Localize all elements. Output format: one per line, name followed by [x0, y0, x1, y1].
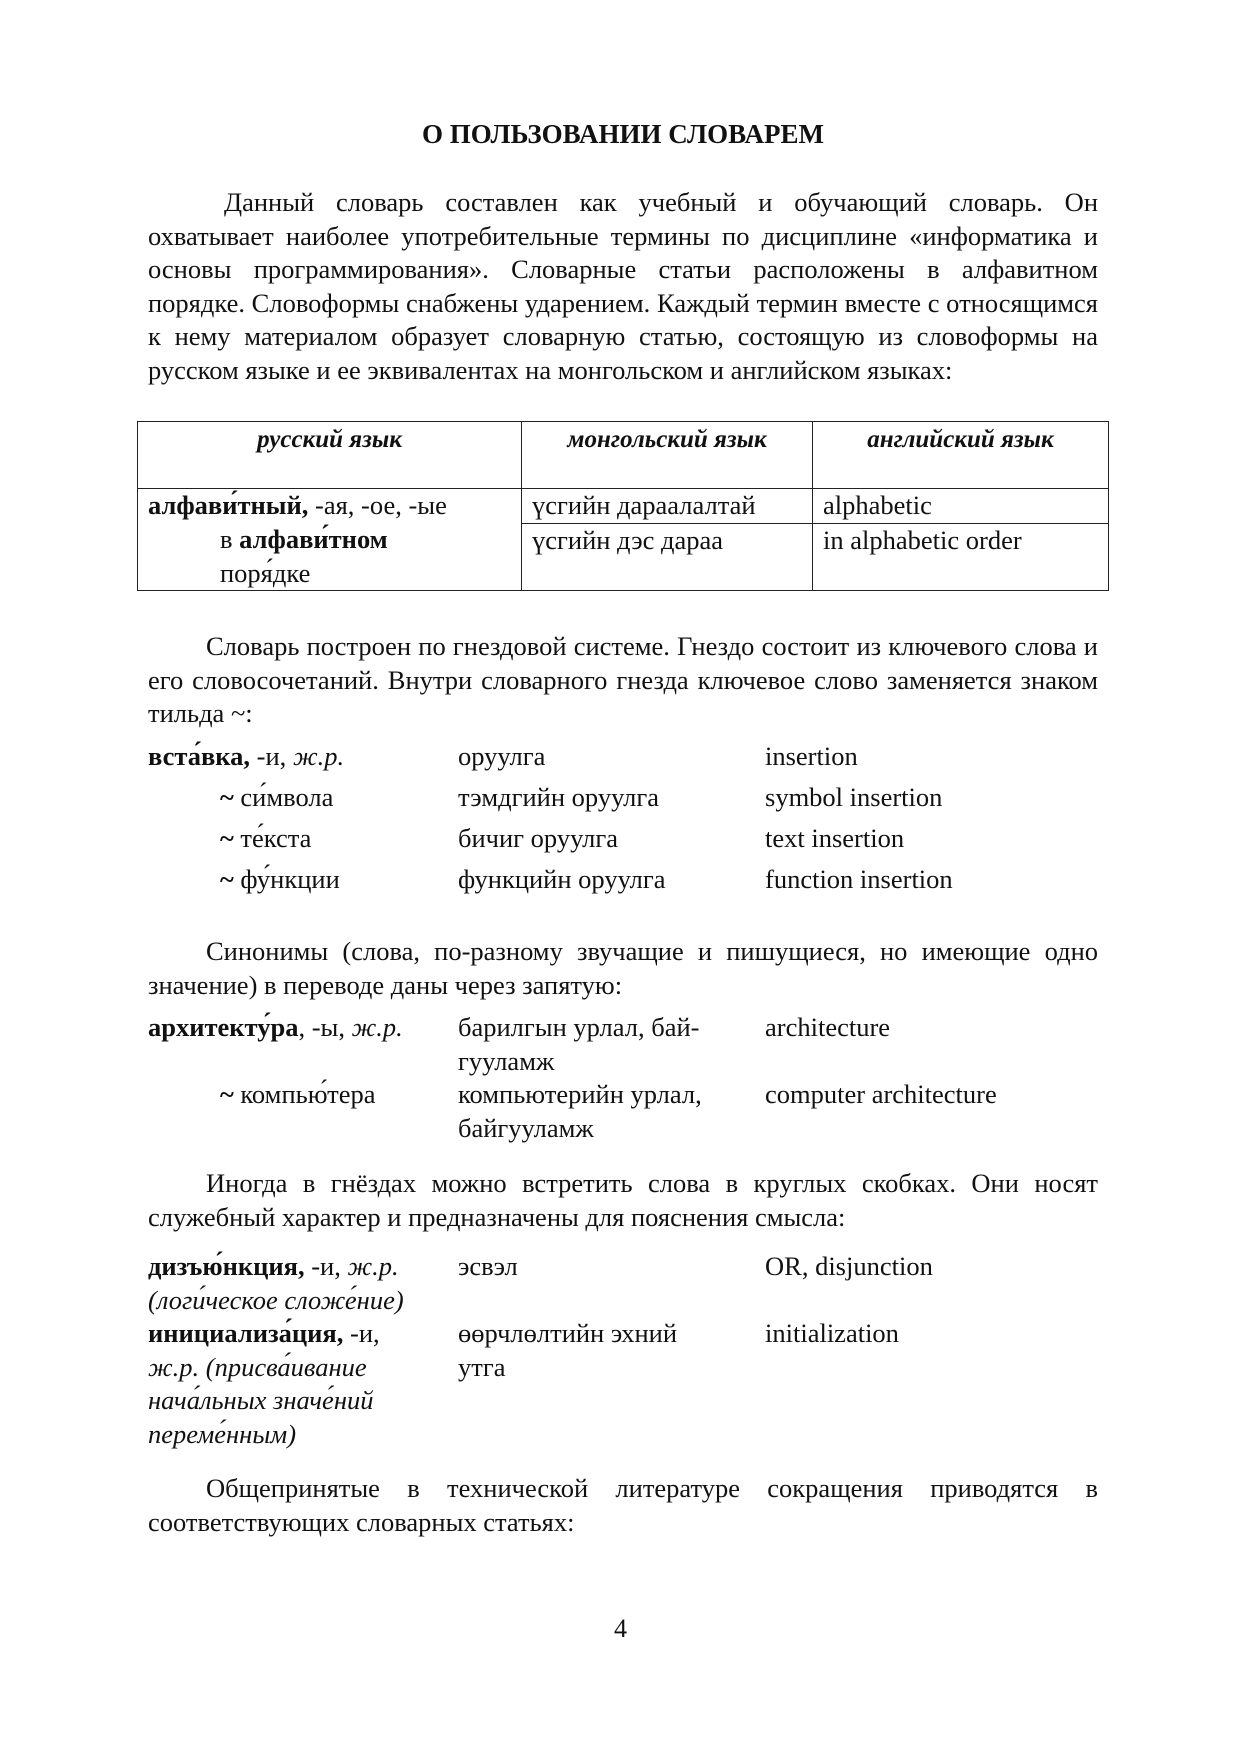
nest-paragraph: Словарь построен по гнездовой системе. Гнездо состоит из ключевого слова и его словосочетаний. Внутри словарного гнезда ключевое слово заменяется знаком тильда ~: [148, 631, 1098, 728]
table-cell-en: alphabetic [813, 489, 1109, 524]
example-table [137, 421, 1109, 591]
table-header-row [138, 422, 1109, 489]
table-cell-en: in alphabetic order [813, 523, 1109, 591]
table-cell-mn: үсгийн дэс дараа [522, 523, 813, 591]
table-cell-mn: үсгийн дараалалтай [522, 489, 813, 524]
header-english: английский язык [813, 422, 1109, 489]
abbreviations-paragraph: Общепринятые в технической литературе сокращения приводятся в соответствующих словарных статьях: [148, 1473, 1098, 1537]
header-russian: русский язык [138, 422, 522, 489]
phrase-line: в алфави́тном [220, 524, 388, 554]
headword: алфави́тном [239, 524, 388, 554]
endings: -ая, -ое, -ые [308, 490, 447, 520]
intro-paragraph: Данный словарь составлен как учебный и обучающий словарь. Он охватывает наиболее употребительные термины по дисциплине «информатика и основы программирования». Словарные статьи расположены в алфавитном порядке. Словоформы снабжены ударением. Каждый термин вместе с относящимся к нему материалом образует словарную статью, состоящую из словоформы на русском языке и ее эквивалентах на монгольском и английском языках: [148, 187, 1098, 385]
table-cell-ru [138, 489, 522, 524]
page-number: 4 [614, 1614, 627, 1643]
synonyms-paragraph: Синонимы (слова, по-разному звучащие и пишущиеся, но имеющие одно значение) в переводе даны через запятую: [148, 936, 1098, 1000]
table-row [138, 523, 1109, 591]
headword: алфави́тный, [148, 490, 309, 520]
brackets-paragraph: Иногда в гнёздах можно встретить слова в круглых скобках. Они носят служебный характер и предназначены для пояснения смысла: [148, 1168, 1098, 1232]
table-row [138, 489, 1109, 524]
page-title: О ПОЛЬЗОВАНИИ СЛОВАРЕМ [422, 119, 824, 149]
header-mongolian: монгольский язык [522, 422, 813, 489]
phrase-line: поря́дке [220, 557, 311, 588]
table-cell-ru [138, 523, 522, 591]
